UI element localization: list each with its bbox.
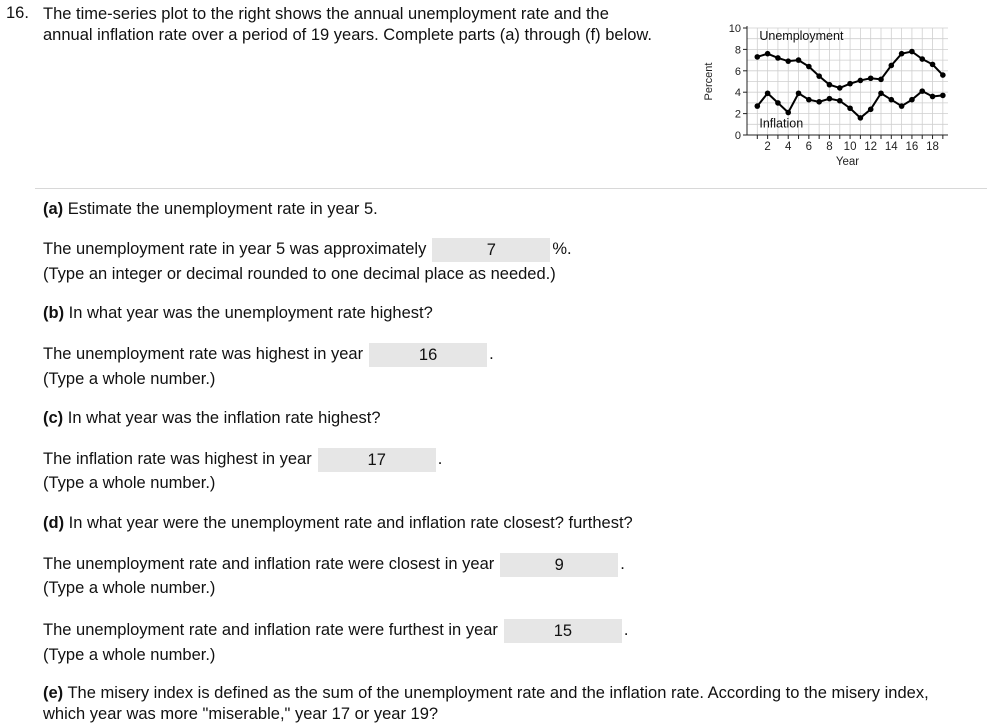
annotation-unemployment: Unemployment bbox=[759, 28, 844, 43]
part-a-prefix: The unemployment rate in year 5 was approximately bbox=[43, 240, 427, 258]
data-point-unemployment bbox=[889, 63, 895, 69]
data-point-unemployment bbox=[847, 81, 853, 87]
part-e-question bbox=[43, 684, 929, 703]
part-a-suffix: %. bbox=[552, 240, 572, 258]
part-a-question bbox=[43, 200, 378, 219]
part-b-prefix: The unemployment rate was highest in year bbox=[43, 345, 364, 363]
part-a-answer-line bbox=[43, 236, 572, 262]
part-d-question bbox=[43, 514, 633, 533]
data-point-unemployment bbox=[858, 78, 864, 84]
part-c-prefix: The inflation rate was highest in year bbox=[43, 450, 312, 468]
data-point-unemployment bbox=[806, 64, 812, 70]
part-a-answer-box[interactable]: 7 bbox=[432, 238, 550, 262]
part-c-answer-box[interactable]: 17 bbox=[318, 448, 436, 472]
x-tick-label: 6 bbox=[805, 141, 813, 153]
part-b-hint: (Type a whole number.) bbox=[43, 370, 216, 388]
data-point-inflation bbox=[909, 97, 915, 103]
data-point-inflation bbox=[889, 97, 895, 103]
data-point-inflation bbox=[755, 103, 761, 109]
x-tick-label: 14 bbox=[884, 141, 898, 153]
part-d-closest-suffix: . bbox=[620, 555, 625, 573]
data-point-unemployment bbox=[868, 75, 874, 81]
part-c-answer-line bbox=[43, 446, 442, 472]
part-a-hint: (Type an integer or decimal rounded to one decimal place as needed.) bbox=[43, 265, 556, 283]
part-c-question-text: In what year was the inflation rate highest? bbox=[67, 409, 381, 427]
data-point-unemployment bbox=[755, 54, 761, 60]
part-d-label: (d) bbox=[43, 514, 65, 532]
data-point-inflation bbox=[806, 97, 812, 103]
part-d-furthest-hint: (Type a whole number.) bbox=[43, 646, 216, 664]
part-d-closest-hint: (Type a whole number.) bbox=[43, 579, 216, 597]
part-e-question-text: The misery index is defined as the sum of the unemployment rate and the inflation rate. According to the misery index, bbox=[67, 684, 929, 702]
data-point-inflation bbox=[827, 96, 833, 102]
part-e-label: (e) bbox=[43, 684, 64, 702]
data-point-inflation bbox=[919, 88, 925, 94]
part-d-furthest-line bbox=[43, 617, 629, 643]
annotation-inflation: Inflation bbox=[759, 116, 804, 131]
part-b-question bbox=[43, 304, 433, 323]
part-d-furthest-suffix: . bbox=[623, 621, 629, 639]
x-tick-label: 10 bbox=[843, 141, 857, 153]
data-point-inflation bbox=[878, 90, 884, 96]
x-tick-label: 18 bbox=[926, 141, 939, 153]
part-c-question bbox=[43, 409, 381, 428]
data-point-unemployment bbox=[899, 51, 905, 57]
part-d-question-text: In what year were the unemployment rate and inflation rate closest? furthest? bbox=[68, 514, 633, 532]
part-c-suffix: . bbox=[437, 450, 443, 468]
section-divider bbox=[35, 188, 987, 189]
data-point-inflation bbox=[775, 100, 781, 106]
part-b-question-text: In what year was the unemployment rate highest? bbox=[68, 304, 433, 322]
data-point-inflation bbox=[816, 99, 822, 105]
part-c-hint: (Type a whole number.) bbox=[43, 474, 216, 492]
y-tick-label: 8 bbox=[734, 44, 741, 57]
part-d-closest-prefix: The unemployment rate and inflation rate were closest in year bbox=[43, 555, 495, 573]
part-b-suffix: . bbox=[489, 345, 494, 363]
data-point-unemployment bbox=[837, 85, 843, 91]
data-point-inflation bbox=[847, 105, 853, 111]
part-a-label: (a) bbox=[43, 200, 64, 218]
x-axis-label: Year bbox=[835, 156, 860, 168]
y-tick-label: 6 bbox=[734, 65, 741, 78]
data-point-unemployment bbox=[919, 56, 925, 62]
part-b-answer-box[interactable]: 16 bbox=[369, 343, 487, 367]
data-point-unemployment bbox=[930, 62, 936, 68]
y-tick-label: 4 bbox=[734, 87, 741, 100]
part-d-closest-answer-box[interactable]: 9 bbox=[500, 553, 618, 577]
y-tick-label: 10 bbox=[728, 23, 741, 35]
data-point-unemployment bbox=[878, 77, 884, 83]
x-tick-label: 4 bbox=[785, 141, 792, 153]
x-tick-label: 2 bbox=[764, 141, 771, 153]
data-point-inflation bbox=[868, 107, 874, 113]
y-tick-label: 2 bbox=[734, 108, 741, 121]
x-tick-label: 12 bbox=[864, 141, 878, 153]
data-point-unemployment bbox=[775, 55, 781, 61]
data-point-inflation bbox=[940, 93, 946, 99]
part-b-answer-line bbox=[43, 341, 494, 367]
data-point-unemployment bbox=[827, 82, 833, 88]
data-point-inflation bbox=[796, 90, 802, 96]
x-tick-label: 8 bbox=[826, 141, 833, 153]
time-series-chart bbox=[700, 16, 960, 181]
part-d-furthest-prefix: The unemployment rate and inflation rate were furthest in year bbox=[43, 621, 498, 639]
data-point-unemployment bbox=[940, 72, 946, 78]
data-point-inflation bbox=[899, 103, 905, 109]
y-tick-label: 0 bbox=[734, 130, 741, 142]
part-d-furthest-answer-box[interactable]: 15 bbox=[504, 619, 622, 643]
part-d-closest-line bbox=[43, 551, 625, 577]
problem-intro: The time-series plot to the right shows the annual unemployment rate and the annual inflation rate over a period of 19 years. Complete parts (a) through (f) below. bbox=[43, 5, 653, 44]
problem-number: 16. bbox=[6, 4, 29, 22]
part-a-question-text: Estimate the unemployment rate in year 5. bbox=[67, 200, 378, 218]
part-e-question-line2: which year was more "miserable," year 17 or year 19? bbox=[43, 705, 439, 723]
data-point-unemployment bbox=[909, 49, 915, 55]
data-point-unemployment bbox=[796, 57, 802, 63]
x-tick-label: 16 bbox=[905, 141, 919, 153]
y-axis-label: Percent bbox=[703, 62, 715, 101]
part-b-label: (b) bbox=[43, 304, 65, 322]
part-c-label: (c) bbox=[43, 409, 64, 427]
data-point-inflation bbox=[930, 94, 936, 100]
data-point-unemployment bbox=[785, 58, 791, 64]
data-point-unemployment bbox=[765, 51, 771, 57]
data-point-inflation bbox=[837, 98, 843, 104]
data-point-inflation bbox=[765, 90, 771, 96]
data-point-inflation bbox=[785, 110, 791, 116]
data-point-inflation bbox=[858, 115, 864, 121]
data-point-unemployment bbox=[816, 73, 822, 79]
